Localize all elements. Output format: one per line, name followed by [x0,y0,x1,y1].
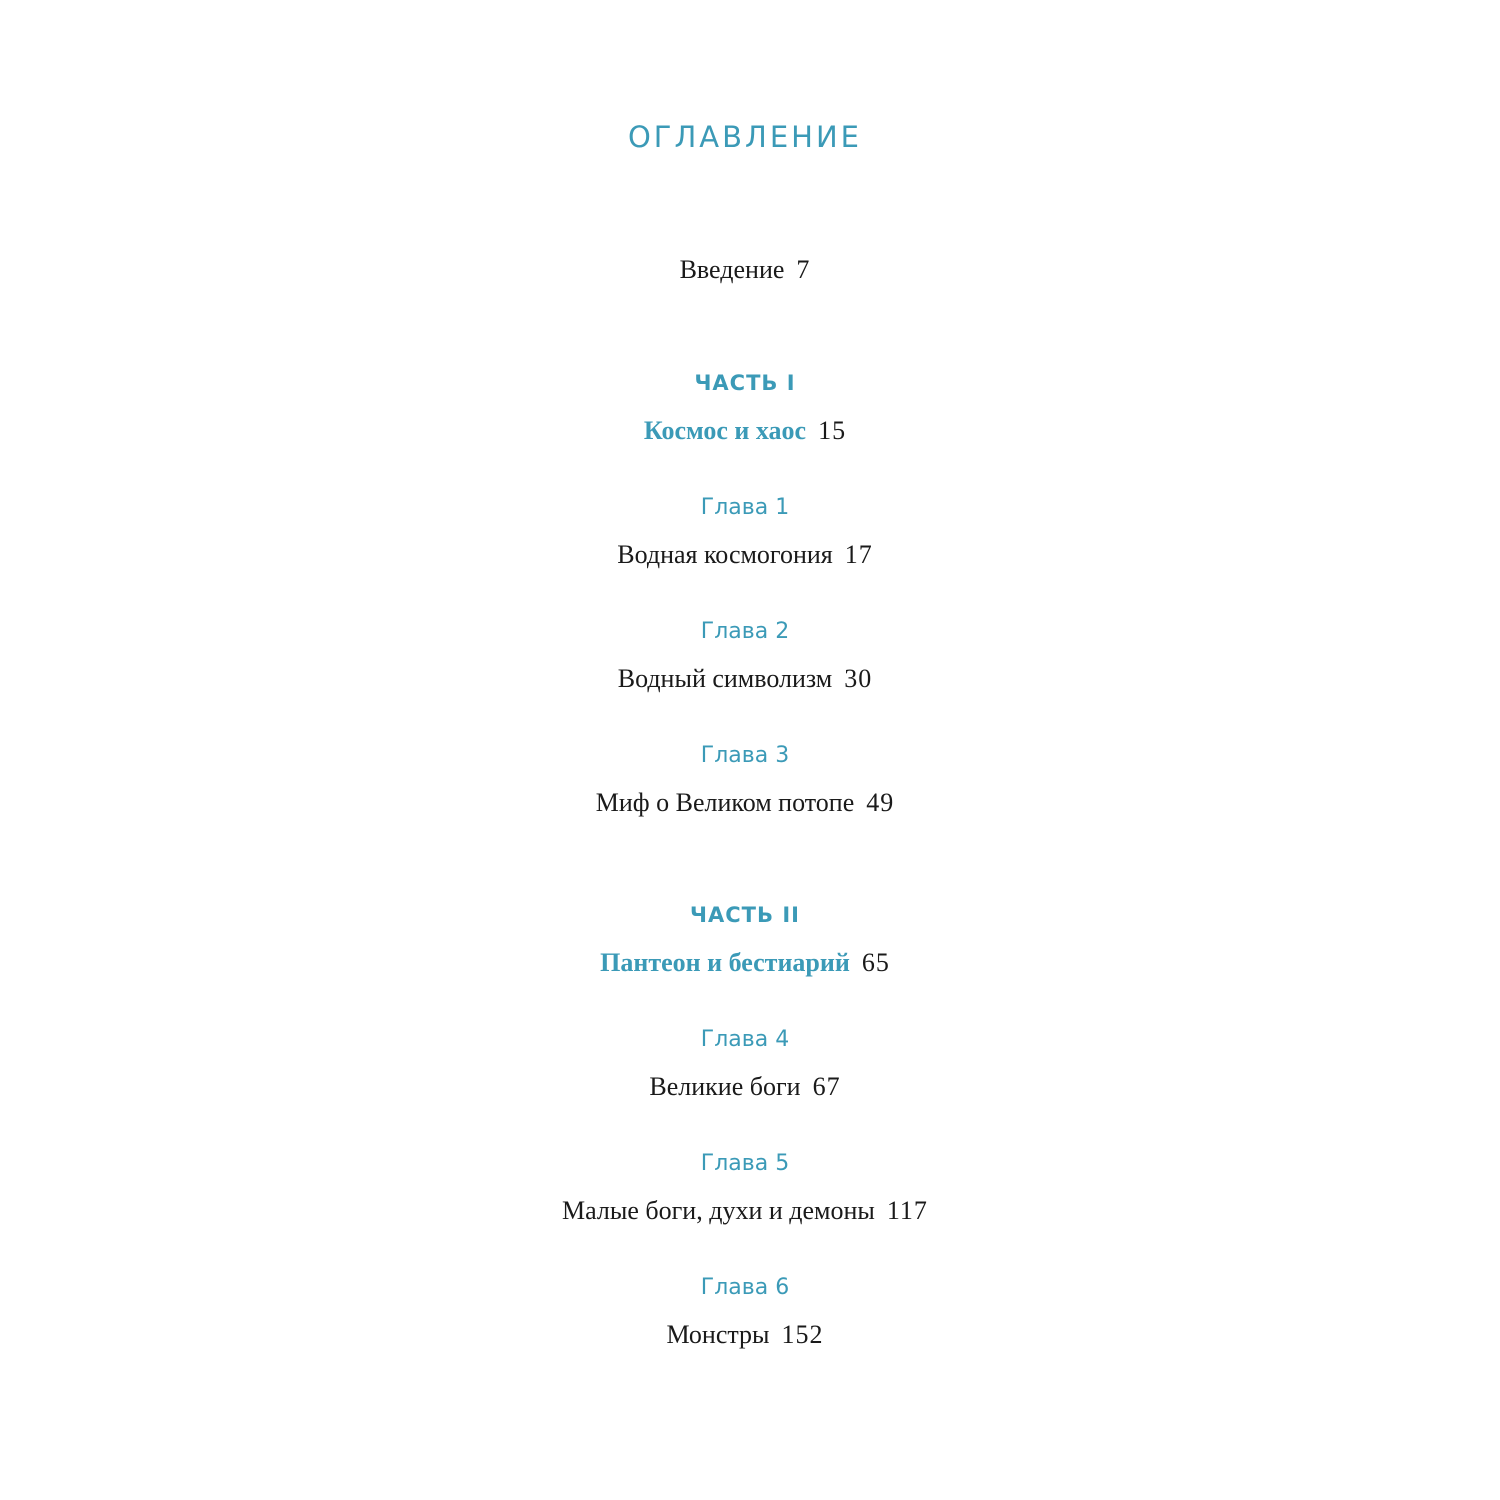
entry-title: Великие боги [649,1072,801,1101]
chapter-label-4: Глава 4 [700,1027,790,1052]
entry-title: Монстры [666,1320,770,1349]
entry-page-number: 49 [866,788,895,817]
part-label-2: ЧАСТЬ II [690,903,800,927]
part-label-1: ЧАСТЬ I [694,371,796,395]
entry-title: Водная космогония [617,540,833,569]
chapter-label-5: Глава 5 [700,1151,790,1176]
entry-title: Малые боги, духи и демоны [562,1196,875,1225]
toc-entry-chapter-1[interactable] [0,540,1490,570]
part-title: Космос и хаос [643,416,807,445]
toc-entry-chapter-3[interactable] [0,788,1490,818]
toc-title: ОГЛАВЛЕНИЕ [627,120,862,154]
entry-page-number: 117 [886,1196,928,1225]
chapter-label-2: Глава 2 [700,619,790,644]
entry-title: Водный символизм [617,664,833,693]
toc-entry-chapter-4[interactable] [0,1072,1490,1102]
toc-entry-chapter-6[interactable] [0,1320,1490,1350]
entry-page-number: 7 [796,255,811,284]
toc-entry-intro[interactable] [0,255,1490,285]
toc-entry-chapter-5[interactable] [0,1196,1490,1226]
chapter-label-6: Глава 6 [700,1275,790,1300]
entry-page-number: 65 [861,948,890,977]
toc-entry-part-2[interactable] [0,948,1490,978]
entry-page-number: 67 [812,1072,841,1101]
entry-page-number: 30 [844,664,873,693]
chapter-label-3: Глава 3 [700,743,790,768]
entry-page-number: 17 [844,540,873,569]
entry-title: Миф о Великом потопе [595,788,855,817]
entry-page-number: 15 [818,416,847,445]
chapter-label-1: Глава 1 [700,495,790,520]
toc-entry-part-1[interactable] [0,416,1490,446]
entry-title: Введение [679,255,785,284]
toc-entry-chapter-2[interactable] [0,664,1490,694]
part-title: Пантеон и бестиарий [600,948,850,977]
entry-page-number: 152 [781,1320,824,1349]
